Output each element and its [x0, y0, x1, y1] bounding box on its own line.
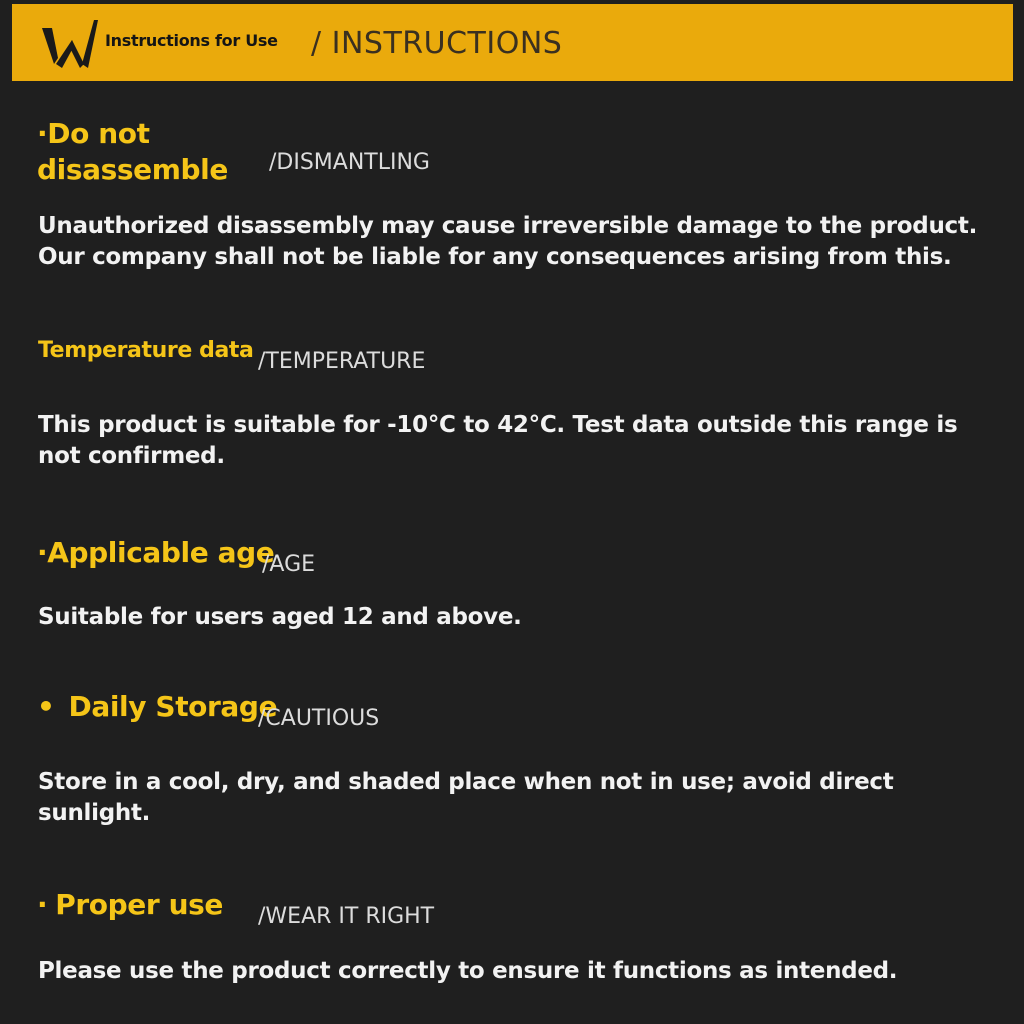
bullet: · [37, 117, 48, 150]
section-title-text: Applicable age [47, 536, 275, 569]
bullet: · [37, 888, 48, 921]
section-title-proper-use [37, 887, 223, 923]
section-text-storage: Store in a cool, dry, and shaded place when not in use; avoid direct sunlight. [38, 769, 894, 826]
section-text-age: Suitable for users aged 12 and above. [38, 604, 522, 630]
section-title-text: Do not disassemble [37, 117, 228, 186]
section-tag-dismantling: /DISMANTLING [269, 150, 430, 175]
banner-subtitle: / INSTRUCTIONS [311, 26, 563, 61]
section-title-text: Temperature data [38, 338, 254, 363]
section-title-text: Proper use [55, 888, 223, 921]
section-tag-age: /AGE [262, 552, 316, 577]
header-banner [12, 4, 1013, 81]
section-tag-wear-it-right: /WEAR IT RIGHT [258, 904, 435, 929]
section-title-disassemble [37, 116, 237, 188]
section-text-proper-use: Please use the product correctly to ensure it functions as intended. [38, 958, 898, 984]
bullet: · [37, 536, 48, 569]
section-title-text: Daily Storage [68, 690, 278, 723]
section-tag-temperature: /TEMPERATURE [258, 349, 426, 374]
bullet: • [37, 690, 55, 723]
section-title-storage [37, 689, 277, 725]
section-text-temperature: This product is suitable for -10°C to 42°C. Test data outside this range is not confirmed. [38, 412, 958, 469]
brand-label: Instructions for Use [105, 31, 278, 50]
section-title-age [37, 535, 274, 571]
section-title-temperature [38, 337, 253, 365]
w-logo-icon [42, 18, 98, 70]
section-text-disassemble: Unauthorized disassembly may cause irreversible damage to the product. Our company shall not be liable for any consequences arising from this. [38, 213, 978, 270]
section-tag-cautious: /CAUTIOUS [258, 706, 380, 731]
